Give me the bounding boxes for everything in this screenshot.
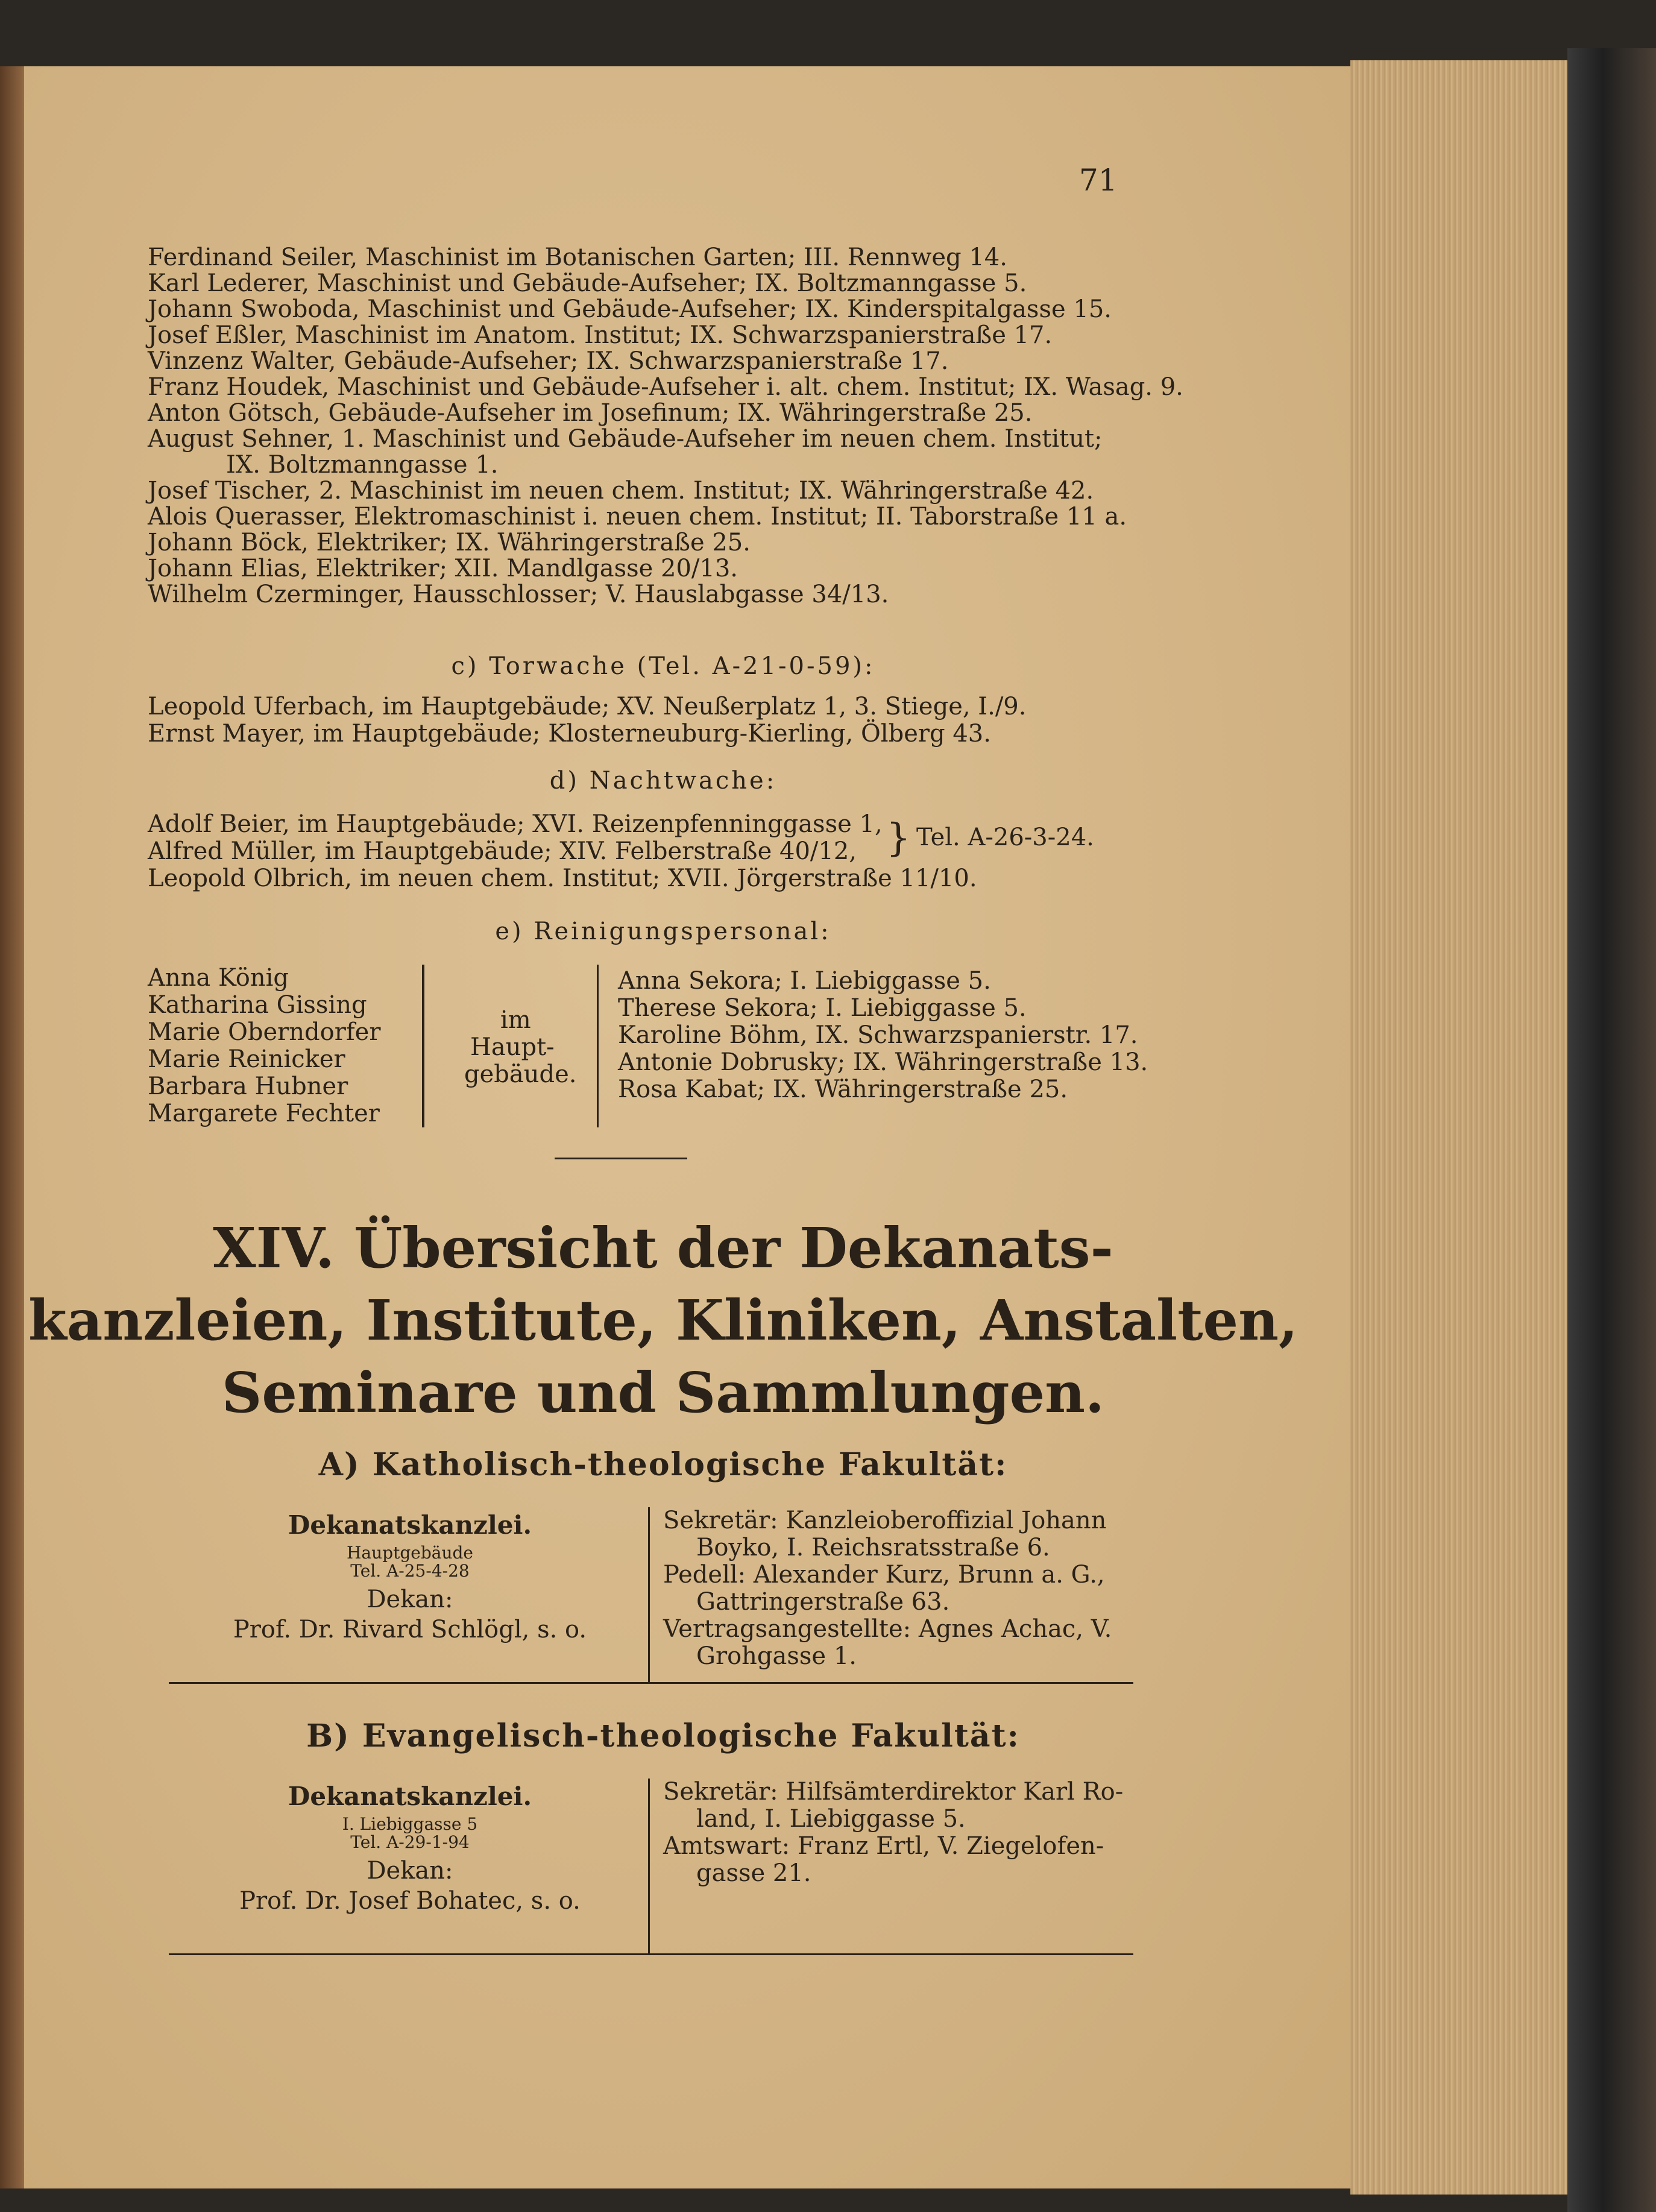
brace-divider [422,965,424,1127]
section-title-line: XIV. Übersicht der Dekanats- [213,1215,1113,1281]
staff-line: August Sehner, 1. Maschinist und Gebäude-Aufseher im neuen chem. Institut; [148,425,1103,453]
section-title-line: Seminare und Sammlungen. [221,1360,1105,1425]
torwache-line: Leopold Uferbach, im Hauptgebäude; XV. Neußerplatz 1, 3. Stiege, I./9. [148,693,1027,720]
faculty-a-rule [169,1682,1133,1684]
staff-line: Karl Lederer, Maschinist und Gebäude-Aufseher; IX. Boltzmanngasse 5. [148,269,1027,297]
dekanatskanzlei-title: Dekanatskanzlei. [288,1510,532,1540]
list-item: Katharina Gissing [148,991,367,1019]
faculty-a-line: Grohgasse 1. [696,1642,857,1670]
faculty-b-line: Sekretär: Hilfsämterdirektor Karl Ro- [663,1778,1124,1806]
reinigung-heading: e) Reinigungspersonal: [495,918,831,945]
list-item: Barbara Hubner [148,1073,348,1100]
staff-line: Josef Eßler, Maschinist im Anatom. Institut; IX. Schwarzspanierstraße 17. [148,321,1053,349]
section-divider [555,1158,687,1159]
brace-icon: } [886,816,911,860]
page-edges [1350,60,1579,2195]
nachtwache-line: Leopold Olbrich, im neuen chem. Institut; XVII. Jörgerstraße 11/10. [148,865,977,892]
page-number: 71 [1079,163,1118,198]
list-item: Margarete Fechter [148,1100,380,1127]
staff-line: Vinzenz Walter, Gebäude-Aufseher; IX. Schwarzspanierstraße 17. [148,347,949,375]
faculty-b-line: gasse 21. [696,1859,811,1887]
list-item: Marie Oberndorfer [148,1018,381,1046]
dekan-label: Dekan: [367,1857,453,1885]
book-cover-right [1567,48,1656,2212]
reinigung-middle: Haupt- [470,1033,555,1061]
kanzlei-location: Hauptgebäude [347,1543,473,1563]
faculty-a-line: Vertragsangestellte: Agnes Achac, V. [663,1615,1112,1643]
list-item: Anna Sekora; I. Liebiggasse 5. [618,967,991,995]
reinigung-middle: gebäude. [464,1060,577,1088]
staff-line: Franz Houdek, Maschinist und Gebäude-Aufseher i. alt. chem. Institut; IX. Wasag. 9. [148,373,1183,401]
staff-line: Josef Tischer, 2. Maschinist im neuen chem. Institut; IX. Währingerstraße 42. [148,477,1094,505]
staff-line: Ferdinand Seiler, Maschinist im Botanischen Garten; III. Rennweg 14. [148,244,1007,271]
faculty-b-line: land, I. Liebiggasse 5. [696,1805,966,1833]
staff-line: Alois Querasser, Elektromaschinist i. neuen chem. Institut; II. Taborstraße 11 a. [148,503,1127,531]
torwache-heading: c) Torwache (Tel. A-21-0-59): [451,652,875,680]
staff-line: IX. Boltzmanngasse 1. [226,451,499,479]
kanzlei-location: I. Liebiggasse 5 [342,1814,478,1834]
faculty-a-line: Sekretär: Kanzleioberoffizial Johann [663,1507,1107,1534]
column-divider [648,1779,650,1953]
faculty-b-rule [169,1953,1133,1955]
dekan-label: Dekan: [367,1586,453,1613]
staff-line: Johann Swoboda, Maschinist und Gebäude-Aufseher; IX. Kinderspitalgasse 15. [148,295,1112,323]
staff-line: Johann Elias, Elektriker; XII. Mandlgasse 20/13. [148,555,738,582]
column-divider [597,965,599,1127]
list-item: Anna König [148,964,289,992]
section-title-line: kanzleien, Institute, Kliniken, Anstalten, [28,1288,1299,1353]
faculty-a-line: Boyko, I. Reichsratsstraße 6. [696,1534,1050,1561]
column-divider [648,1507,650,1682]
faculty-a-line: Gattringerstraße 63. [696,1588,950,1616]
staff-line: Anton Götsch, Gebäude-Aufseher im Josefinum; IX. Währingerstraße 25. [148,399,1033,427]
dekanatskanzlei-title: Dekanatskanzlei. [288,1782,532,1811]
torwache-line: Ernst Mayer, im Hauptgebäude; Klosterneuburg-Kierling, Ölberg 43. [148,720,991,748]
list-item: Marie Reinicker [148,1045,345,1073]
nachtwache-line: Alfred Müller, im Hauptgebäude; XIV. Felberstraße 40/12, [148,837,857,865]
faculty-a-line: Pedell: Alexander Kurz, Brunn a. G., [663,1561,1105,1589]
staff-line: Johann Böck, Elektriker; IX. Währingerstraße 25. [148,529,751,556]
faculty-b-line: Amtswart: Franz Ertl, V. Ziegelofen- [663,1832,1104,1860]
list-item: Karoline Böhm, IX. Schwarzspanierstr. 17. [618,1021,1138,1049]
faculty-a-heading: A) Katholisch-theologische Fakultät: [318,1446,1008,1483]
nachtwache-tel: Tel. A-26-3-24. [916,824,1094,851]
nachtwache-line: Adolf Beier, im Hauptgebäude; XVI. Reizenpfenninggasse 1, [148,810,883,838]
list-item: Rosa Kabat; IX. Währingerstraße 25. [618,1076,1068,1103]
kanzlei-tel: Tel. A-25-4-28 [350,1561,470,1581]
staff-line: Wilhelm Czerminger, Hausschlosser; V. Hauslabgasse 34/13. [148,581,889,608]
list-item: Antonie Dobrusky; IX. Währingerstraße 13. [618,1048,1148,1076]
kanzlei-tel: Tel. A-29-1-94 [350,1832,470,1852]
dekan-name: Prof. Dr. Rivard Schlögl, s. o. [233,1616,587,1643]
reinigung-middle: im [500,1006,531,1034]
faculty-b-heading: B) Evangelisch-theologische Fakultät: [306,1718,1020,1754]
dekan-name: Prof. Dr. Josef Bohatec, s. o. [239,1887,581,1915]
nachtwache-heading: d) Nachtwache: [549,767,777,795]
list-item: Therese Sekora; I. Liebiggasse 5. [618,994,1027,1022]
